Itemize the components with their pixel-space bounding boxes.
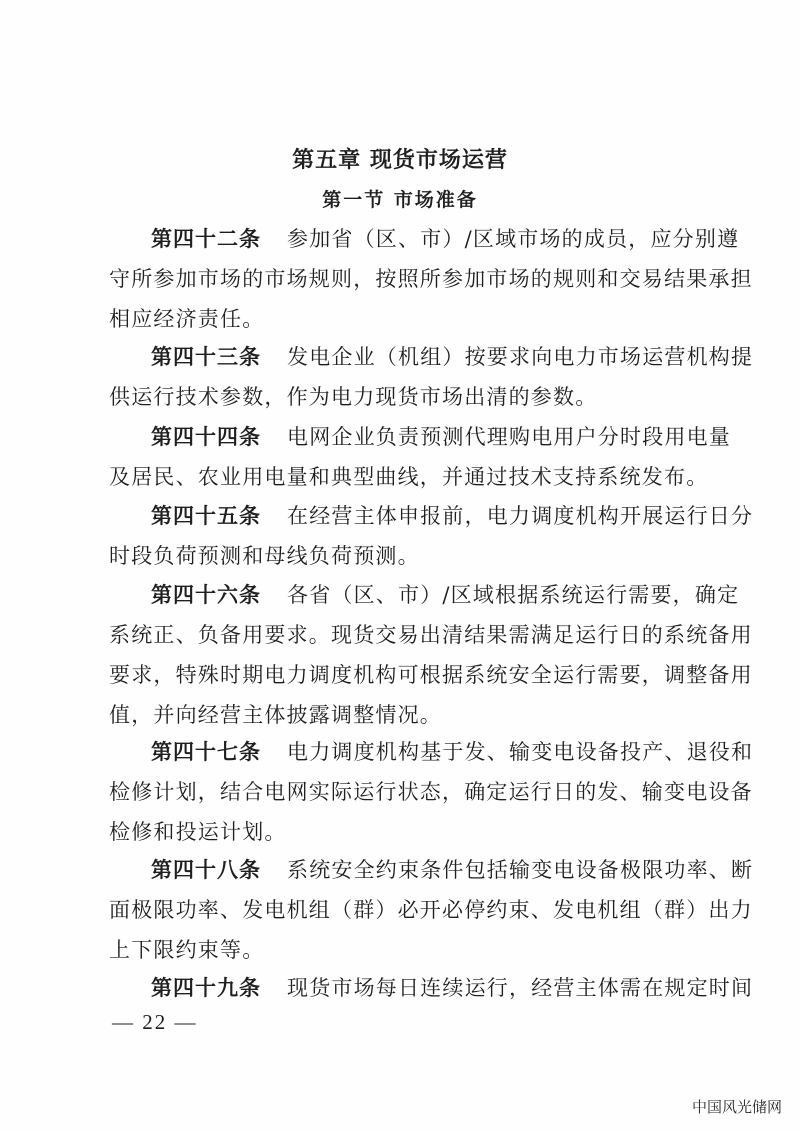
article-48 bbox=[109, 850, 754, 970]
article-text: 电网企业负责预测代理购电用户分时段用电量 bbox=[287, 425, 731, 449]
article-text-line: 供运行技术参数，作为电力现货市场出清的参数。 bbox=[109, 385, 598, 409]
article-text-line: 相应经济责任。 bbox=[109, 307, 265, 331]
page-number: — 22 — bbox=[112, 1010, 198, 1034]
chapter-title: 第五章 现货市场运营 bbox=[292, 148, 508, 173]
article-43 bbox=[109, 337, 754, 417]
article-first-line bbox=[109, 575, 740, 615]
article-44 bbox=[109, 417, 731, 497]
article-first-line bbox=[109, 968, 754, 1008]
article-text: 发电企业（机组）按要求向电力市场运营机构提 bbox=[287, 345, 754, 369]
article-42 bbox=[109, 219, 753, 339]
article-heading: 第四十九条 bbox=[151, 976, 261, 1000]
article-first-line bbox=[109, 496, 754, 536]
article-text-line: 上下限约束等。 bbox=[109, 938, 265, 962]
article-first-line bbox=[109, 732, 754, 772]
article-text: 各省（区、市）/区域根据系统运行需要，确定 bbox=[287, 583, 740, 607]
article-text-line: 要求，特殊时期电力调度机构可根据系统安全运行需要，调整备用 bbox=[109, 663, 753, 687]
article-text-line: 时段负荷预测和母线负荷预测。 bbox=[109, 544, 420, 568]
article-text-line: 检修计划，结合电网实际运行状态，确定运行日的发、输变电设备 bbox=[109, 780, 753, 804]
article-45 bbox=[109, 496, 754, 576]
article-text: 参加省（区、市）/区域市场的成员，应分别遵 bbox=[287, 227, 740, 251]
article-heading: 第四十六条 bbox=[151, 583, 261, 607]
article-heading: 第四十五条 bbox=[151, 504, 261, 528]
article-first-line bbox=[109, 219, 740, 259]
article-text: 现货市场每日连续运行，经营主体需在规定时间 bbox=[287, 976, 754, 1000]
article-text: 在经营主体申报前，电力调度机构开展运行日分 bbox=[287, 504, 754, 528]
article-text: 系统安全约束条件包括输变电设备极限功率、断 bbox=[287, 858, 754, 882]
article-text-line: 系统正、负备用要求。现货交易出清结果需满足运行日的系统备用 bbox=[109, 623, 753, 647]
article-heading: 第四十二条 bbox=[151, 227, 261, 251]
article-first-line bbox=[109, 337, 754, 377]
article-text-line: 检修和投运计划。 bbox=[109, 820, 287, 844]
watermark-text: 中国风光储网 bbox=[691, 1098, 782, 1116]
article-text-line: 值，并向经营主体披露调整情况。 bbox=[109, 703, 442, 727]
article-49 bbox=[109, 968, 754, 1008]
article-text-line: 守所参加市场的市场规则，按照所参加市场的规则和交易结果承担 bbox=[109, 267, 753, 291]
article-heading: 第四十七条 bbox=[151, 740, 261, 764]
article-first-line bbox=[109, 417, 731, 457]
article-heading: 第四十四条 bbox=[151, 425, 261, 449]
article-47 bbox=[109, 732, 754, 852]
article-text: 电力调度机构基于发、输变电设备投产、退役和 bbox=[287, 740, 754, 764]
section-title: 第一节 市场准备 bbox=[322, 189, 478, 211]
article-first-line bbox=[109, 850, 754, 890]
article-heading: 第四十八条 bbox=[151, 858, 261, 882]
article-heading: 第四十三条 bbox=[151, 345, 261, 369]
article-text-line: 及居民、农业用电量和典型曲线，并通过技术支持系统发布。 bbox=[109, 465, 709, 489]
article-46 bbox=[109, 575, 753, 735]
article-text-line: 面极限功率、发电机组（群）必开必停约束、发电机组（群）出力 bbox=[109, 898, 753, 922]
